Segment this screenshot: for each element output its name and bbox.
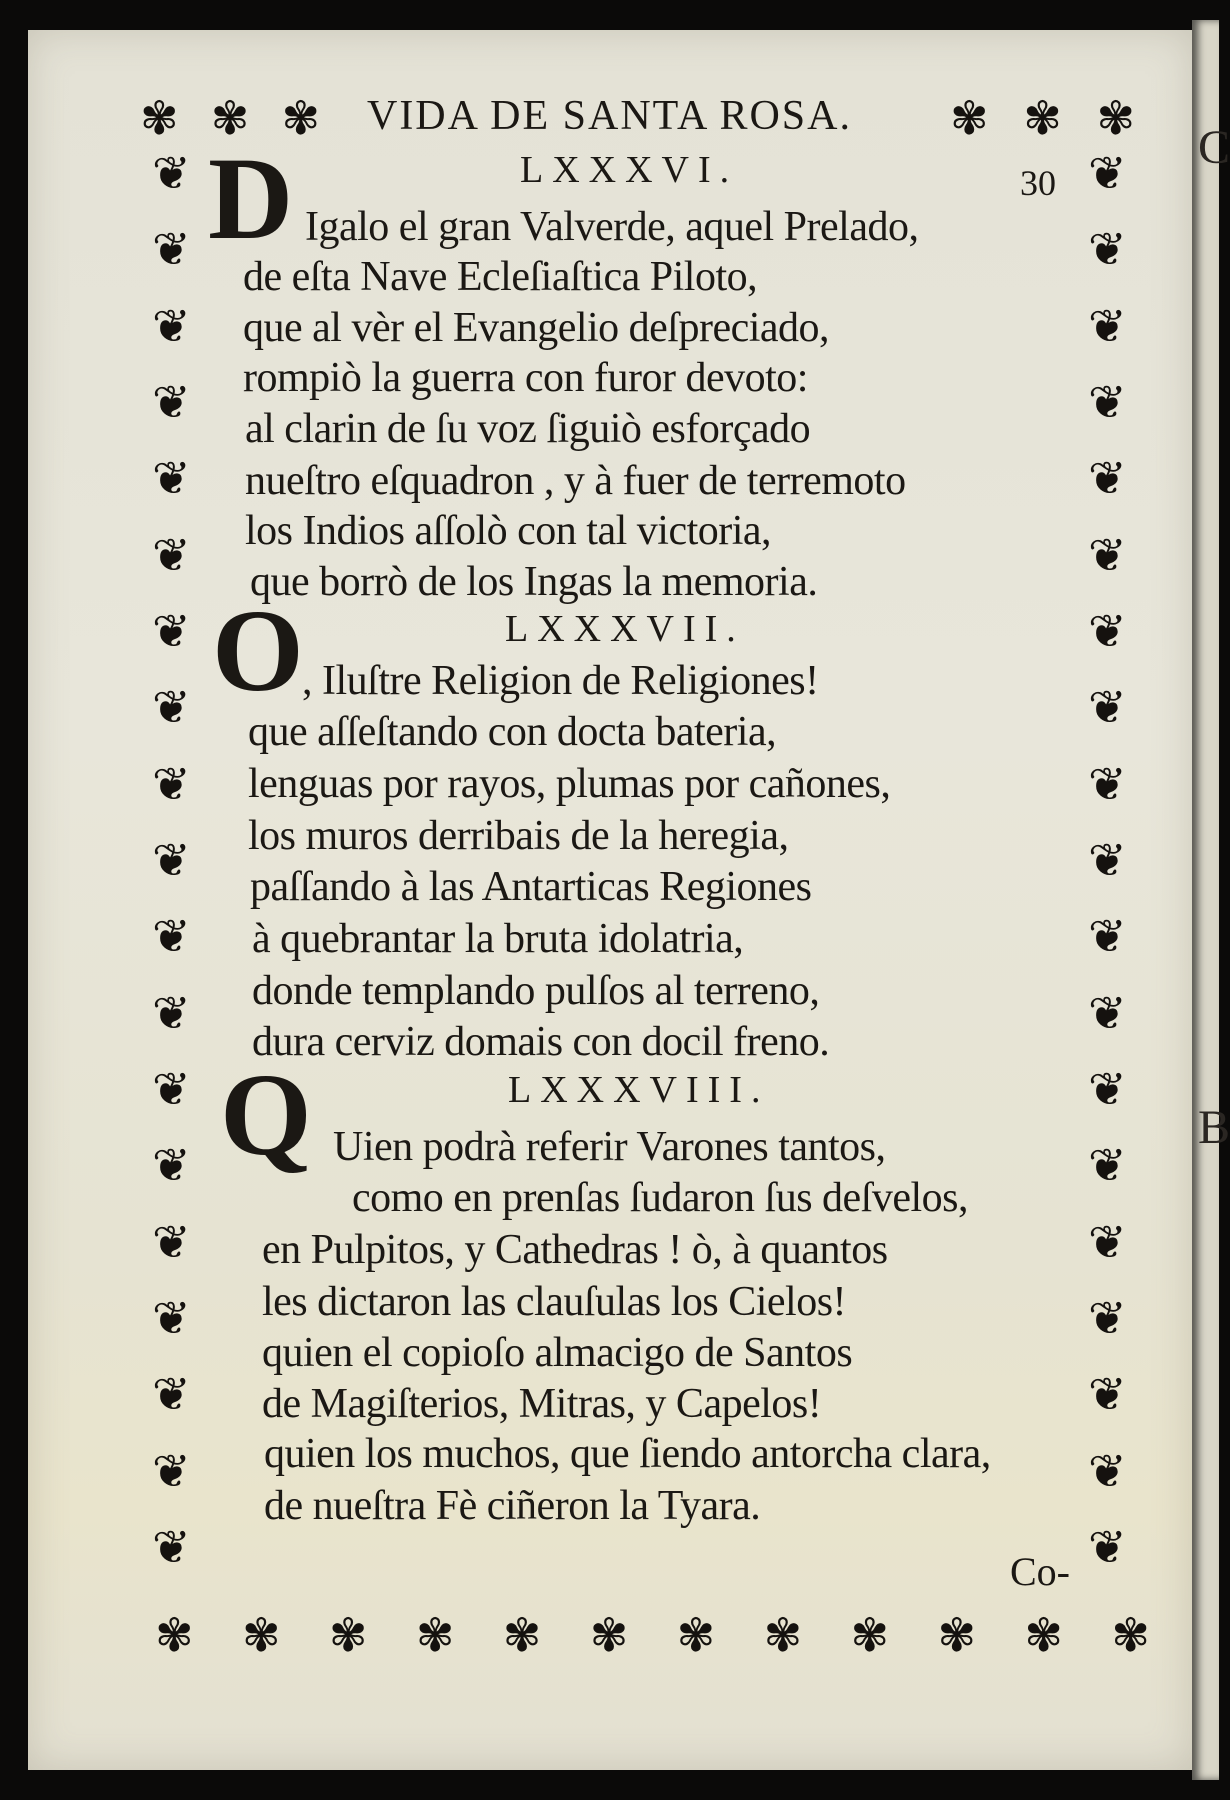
fleuron-icon: ❦ xyxy=(152,374,191,429)
fleuron-icon: ❦ xyxy=(152,985,191,1040)
fleuron-icon: ❦ xyxy=(152,1138,191,1193)
fleuron-icon: ❦ xyxy=(1088,985,1127,1040)
fleuron-icon: ✾ xyxy=(210,91,250,145)
page-number: 30 xyxy=(1020,163,1056,203)
verse-line: paſſando à las Antarticas Regiones xyxy=(250,864,812,910)
fleuron-icon: ✾ xyxy=(241,1608,281,1662)
verse-line: nueſtro eſquadron , y à fuer de terremoto xyxy=(245,458,906,504)
ornament-strip xyxy=(155,1608,1150,1662)
fleuron-icon: ✾ xyxy=(763,1608,803,1662)
fleuron-icon: ✾ xyxy=(1111,1608,1150,1662)
fleuron-icon: ❦ xyxy=(152,603,191,658)
fleuron-icon: ❦ xyxy=(152,146,191,200)
fleuron-icon: ❦ xyxy=(1088,374,1127,429)
fleuron-icon: ❦ xyxy=(152,832,191,887)
ornament-strip xyxy=(152,146,191,1574)
fleuron-icon: ✾ xyxy=(1024,1608,1063,1662)
verse-line: les dictaron las clauſulas los Cielos! xyxy=(262,1279,847,1325)
verse-line: de Magiſterios, Mitras, y Capelos! xyxy=(262,1381,822,1427)
fleuron-icon: ✾ xyxy=(1096,91,1135,145)
verse-line: los muros derribais de la heregia, xyxy=(248,813,789,859)
fleuron-icon: ❦ xyxy=(152,451,191,506)
fleuron-icon: ✾ xyxy=(328,1608,368,1662)
fleuron-icon: ❦ xyxy=(1088,1138,1127,1193)
fleuron-icon: ❦ xyxy=(1088,146,1127,200)
verse-line: en Pulpitos, y Cathedras ! ò, à quantos xyxy=(262,1227,888,1273)
fleuron-icon: ❦ xyxy=(152,527,191,582)
fleuron-icon: ✾ xyxy=(950,91,989,145)
fleuron-icon: ✾ xyxy=(281,91,320,145)
verse-line: Igalo el gran Valverde, aquel Prelado, xyxy=(305,204,919,250)
fleuron-icon: ❦ xyxy=(1088,909,1127,964)
fleuron-icon: ❦ xyxy=(1088,451,1127,506)
fleuron-icon: ✾ xyxy=(502,1608,542,1662)
fleuron-icon: ❦ xyxy=(152,1290,191,1345)
fleuron-icon: ❦ xyxy=(1088,1061,1127,1116)
fleuron-icon: ❦ xyxy=(152,1214,191,1269)
fleuron-icon: ❦ xyxy=(152,222,191,277)
fleuron-icon: ❦ xyxy=(1088,1290,1127,1345)
fleuron-icon: ✾ xyxy=(850,1608,890,1662)
fleuron-icon: ❦ xyxy=(1088,1443,1127,1498)
verse-line: à quebrantar la bruta idolatria, xyxy=(252,916,744,962)
verse-line: que borrò de los Ingas la memoria. xyxy=(250,559,818,605)
fleuron-icon: ✾ xyxy=(1023,91,1062,145)
fleuron-icon: ❦ xyxy=(1088,222,1127,277)
fleuron-icon: ❦ xyxy=(1088,1367,1127,1422)
verse-line: que al vèr el Evangelio deſpreciado, xyxy=(243,305,830,351)
stanza-number: LXXXVIII. xyxy=(508,1069,770,1111)
fleuron-icon: ✾ xyxy=(937,1608,976,1662)
verse-line: rompiò la guerra con furor devoto: xyxy=(243,355,808,401)
drop-cap: D xyxy=(208,133,294,264)
running-title: VIDA DE SANTA ROSA. xyxy=(366,93,852,139)
fleuron-icon: ❦ xyxy=(152,1061,191,1116)
verse-line: que aſſeſtando con docta bateria, xyxy=(248,709,777,755)
verse-line: donde templando pulſos al terreno, xyxy=(252,968,820,1014)
fleuron-icon: ❦ xyxy=(1088,527,1127,582)
verse-line: dura cerviz domais con docil freno. xyxy=(252,1019,830,1065)
fleuron-icon: ❦ xyxy=(1088,1519,1127,1574)
verse-line: , Iluſtre Religion de Religiones! xyxy=(302,658,819,704)
fleuron-icon: ❦ xyxy=(152,909,191,964)
drop-cap: Q xyxy=(220,1049,312,1180)
ornament-strip xyxy=(950,91,1135,145)
fleuron-icon: ❦ xyxy=(1088,680,1127,735)
facing-page-fragment: B xyxy=(1198,1101,1230,1154)
fleuron-icon: ❦ xyxy=(152,1367,191,1422)
catchword: Co- xyxy=(1010,1549,1070,1594)
facing-page-edge xyxy=(1192,20,1230,1780)
fleuron-icon: ✾ xyxy=(155,1608,194,1662)
fleuron-icon: ❦ xyxy=(152,298,191,353)
ornament-strip xyxy=(1088,146,1127,1574)
fleuron-icon: ❦ xyxy=(1088,756,1127,811)
fleuron-icon: ✾ xyxy=(140,91,179,145)
fleuron-icon: ❦ xyxy=(1088,832,1127,887)
verse-line: de nueſtra Fè ciñeron la Tyara. xyxy=(264,1483,761,1529)
verse-line: Uien podrà referir Varones tantos, xyxy=(333,1124,886,1170)
verse-line: al clarin de ſu voz ſiguiò esforçado xyxy=(245,406,811,452)
fleuron-icon: ✾ xyxy=(676,1608,716,1662)
fleuron-icon: ❦ xyxy=(152,680,191,735)
verse-line: quien los muchos, que ſiendo antorcha clara, xyxy=(264,1431,991,1477)
verse-line: como en prenſas ſudaron ſus deſvelos, xyxy=(352,1175,969,1221)
drop-cap: O xyxy=(212,585,304,716)
verse-line: quien el copioſo almacigo de Santos xyxy=(262,1330,853,1376)
fleuron-icon: ❦ xyxy=(1088,1214,1127,1269)
fleuron-icon: ❦ xyxy=(152,1519,191,1574)
verse-line: los Indios aſſolò con tal victoria, xyxy=(245,508,772,554)
stanza-number: LXXXVI. xyxy=(520,149,739,191)
fleuron-icon: ❦ xyxy=(152,756,191,811)
fleuron-icon: ❦ xyxy=(1088,603,1127,658)
verse-line: lenguas por rayos, plumas por cañones, xyxy=(248,761,891,807)
facing-page-fragment: C xyxy=(1198,121,1230,174)
verse-line: de eſta Nave Ecleſiaſtica Piloto, xyxy=(243,254,758,300)
fleuron-icon: ❦ xyxy=(1088,298,1127,353)
fleuron-icon: ❦ xyxy=(152,1443,191,1498)
stanza-number: LXXXVII. xyxy=(505,608,745,650)
fleuron-icon: ✾ xyxy=(415,1608,455,1662)
fleuron-icon: ✾ xyxy=(589,1608,629,1662)
